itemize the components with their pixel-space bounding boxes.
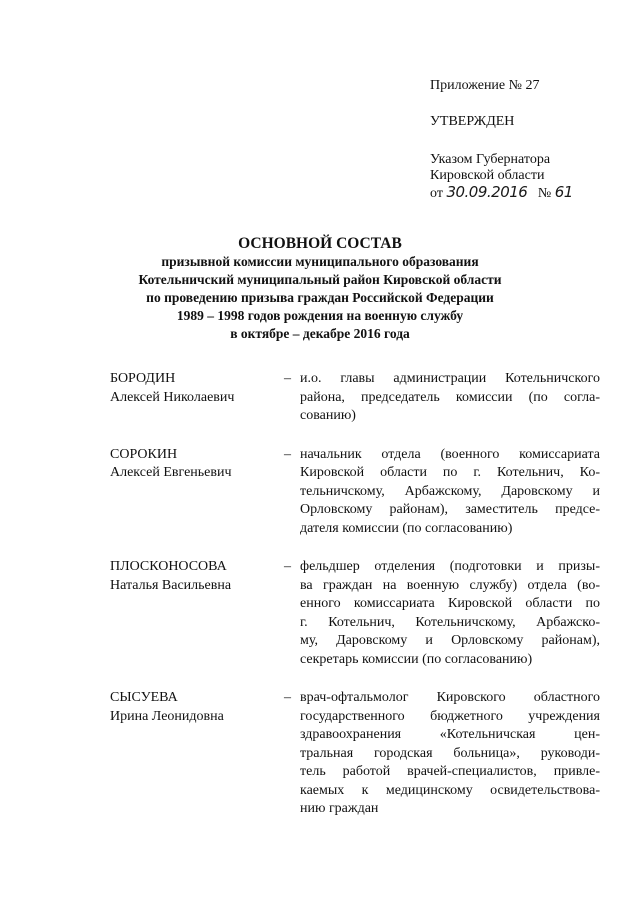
role-line: врач-офтальмолог Кировского областного (300, 690, 600, 705)
appendix-label: Приложение № 27 (430, 78, 540, 93)
role-line: каемых к медицинскому освидетельствова- (300, 782, 600, 798)
role-line: здравоохранения «Котельничская цен- (300, 727, 600, 742)
member-role (300, 446, 600, 539)
title-main: ОСНОВНОЙ СОСТАВ (238, 235, 402, 252)
member-name (110, 689, 284, 726)
commission-members-list (110, 370, 600, 839)
handwritten-number: 61 (554, 183, 573, 201)
title-line-3: по проведению призыва граждан Российской Федерации (146, 290, 494, 305)
member-name (110, 446, 284, 483)
role-line: ва граждан на военную службу) отдела (во- (300, 577, 600, 593)
member-role (300, 558, 600, 669)
number-prefix: № (537, 186, 552, 201)
handwritten-date: 30.09.2016 (446, 183, 528, 201)
role-line: государственного бюджетного учреждения (300, 708, 600, 724)
member-surname: ПЛОСКОНОСОВА (110, 559, 227, 574)
role-line: тель работой врачей-специалистов, привле- (300, 764, 600, 779)
member-dash: – (284, 690, 291, 705)
member-borodin (110, 370, 600, 426)
role-line: тральная городская больница», руководи- (300, 745, 600, 761)
decree-line-1: Указом Губернатора (430, 152, 551, 167)
member-sorokin (110, 446, 600, 539)
member-given-name: Алексей Николаевич (110, 389, 235, 405)
title-line-5: в октябре – декабре 2016 года (230, 326, 410, 341)
role-line: му, Даровскому и Орловскому районам), (300, 633, 600, 648)
role-line: Орловскому районам), заместитель предсе- (300, 502, 600, 517)
member-name (110, 370, 284, 407)
role-line: района, председатель комиссии (по согла- (300, 389, 600, 405)
member-dash: – (284, 371, 291, 386)
role-line: секретарь комиссии (по согласованию) (300, 651, 533, 667)
title-line-2: Котельничский муниципальный район Кировской области (138, 272, 502, 287)
date-prefix: от (430, 186, 443, 201)
role-line: енного комиссариата Кировской области по (300, 596, 600, 611)
member-role (300, 370, 600, 426)
member-ploskonosova (110, 558, 600, 669)
role-line: фельдшер отделения (подготовки и призы- (300, 559, 600, 574)
role-line: Кировской области по г. Котельнич, Ко- (300, 465, 600, 480)
role-line: тельничскому, Арбажскому, Даровскому и (300, 483, 600, 499)
approved-label: УТВЕРЖДЕН (430, 114, 515, 129)
role-line: начальник отдела (военного комиссариата (300, 446, 600, 462)
role-line: сованию) (300, 408, 356, 423)
title-line-4: 1989 – 1998 годов рождения на военную службу (176, 308, 464, 323)
member-role (300, 689, 600, 819)
member-surname: СОРОКИН (110, 446, 178, 462)
member-given-name: Алексей Евгеньевич (110, 465, 232, 480)
role-line: нию граждан (300, 801, 379, 816)
member-surname: БОРОДИН (110, 371, 176, 386)
approval-block (430, 78, 620, 202)
title-line-1: призывной комиссии муниципального образования (161, 254, 479, 269)
member-sysueva (110, 689, 600, 819)
decree-line-2: Кировской области (430, 168, 545, 183)
document-title (60, 234, 580, 343)
member-name (110, 558, 284, 595)
member-given-name: Ирина Леонидовна (110, 708, 224, 724)
member-dash: – (284, 446, 291, 462)
decree-date-row (430, 184, 620, 202)
member-given-name: Наталья Васильевна (110, 577, 232, 593)
role-line: дателя комиссии (по согласованию) (300, 520, 513, 536)
role-line: г. Котельнич, Котельничскому, Арбажско- (300, 614, 600, 630)
member-surname: СЫСУЕВА (110, 690, 178, 705)
member-dash: – (284, 559, 291, 574)
role-line: и.о. главы администрации Котельничского (300, 371, 600, 386)
